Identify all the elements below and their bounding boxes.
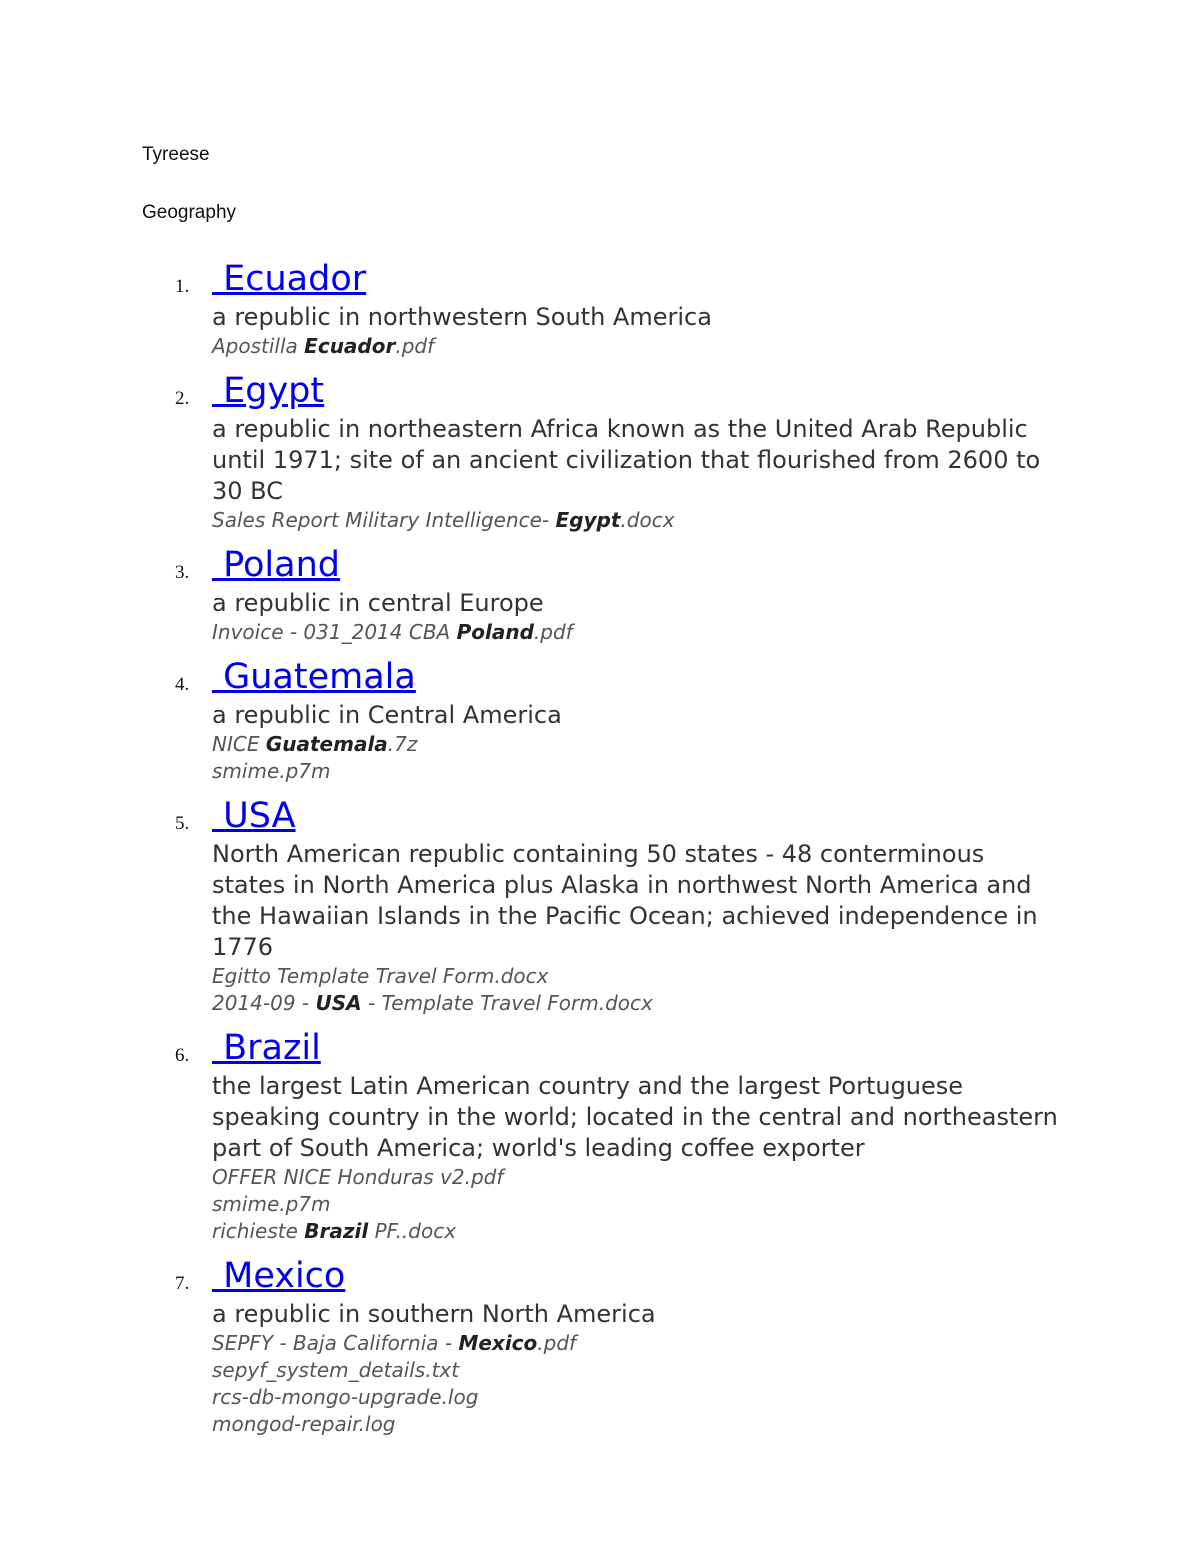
file-name-text: .docx — [620, 508, 675, 532]
list-item-number: 6. — [175, 1045, 190, 1066]
file-name-text: Apostilla — [212, 334, 305, 358]
file-list — [212, 1164, 1200, 1245]
country-definition: a republic in central Europe — [212, 589, 544, 617]
country-link[interactable]: Poland — [212, 545, 340, 585]
list-item-number: 7. — [175, 1273, 190, 1294]
file-name-keyword: Guatemala — [265, 732, 388, 756]
country-list — [0, 256, 1200, 1446]
list-item — [0, 256, 1200, 360]
file-name — [212, 1191, 1200, 1218]
file-name — [212, 333, 1200, 360]
file-name-keyword: Brazil — [304, 1219, 369, 1243]
file-name-text: .pdf — [395, 334, 435, 358]
file-name-text: .7z — [387, 732, 418, 756]
file-name-text: Sales Report Military Intelligence- — [212, 508, 556, 532]
list-item — [0, 1025, 1200, 1245]
file-list — [212, 507, 1200, 534]
country-definition: the largest Latin American country and the largest Portuguese speaking country in the world; located in the central and northeastern part of South America; world's leading coffee exporter — [212, 1072, 1058, 1162]
country-link[interactable]: Mexico — [212, 1256, 346, 1296]
file-list — [212, 1330, 1200, 1438]
file-name-keyword: Egypt — [555, 508, 621, 532]
file-name-text: richieste — [212, 1219, 305, 1243]
file-name-text: .pdf — [533, 620, 573, 644]
list-item-number: 1. — [175, 276, 190, 297]
file-name-text: .pdf — [537, 1331, 577, 1355]
file-name-keyword: Ecuador — [304, 334, 396, 358]
file-name — [212, 990, 1200, 1017]
file-name — [212, 963, 1200, 990]
file-name — [212, 1411, 1200, 1438]
document-subject-heading: Geography — [142, 202, 237, 223]
list-item-number: 3. — [175, 562, 190, 583]
country-definition: a republic in northwestern South America — [212, 303, 712, 331]
list-item — [0, 368, 1200, 534]
country-link[interactable]: Guatemala — [212, 657, 416, 697]
list-item-number: 5. — [175, 813, 190, 834]
file-name — [212, 1330, 1200, 1357]
file-name-text: - Template Travel Form.docx — [361, 991, 653, 1015]
country-definition: a republic in Central America — [212, 701, 562, 729]
list-item — [0, 1253, 1200, 1438]
file-name — [212, 1384, 1200, 1411]
file-name-text: mongod-repair.log — [212, 1412, 396, 1436]
file-name — [212, 758, 1200, 785]
file-list — [212, 333, 1200, 360]
file-name-keyword: Mexico — [458, 1331, 538, 1355]
list-item-number: 4. — [175, 674, 190, 695]
list-item — [0, 793, 1200, 1017]
file-list — [212, 963, 1200, 1017]
file-name-text: Egitto Template Travel Form.docx — [212, 964, 549, 988]
country-link[interactable]: Brazil — [212, 1028, 321, 1068]
file-name-text: SEPFY - Baja California - — [212, 1331, 459, 1355]
country-definition: a republic in southern North America — [212, 1300, 656, 1328]
file-name-text: smime.p7m — [212, 759, 331, 783]
file-list — [212, 619, 1200, 646]
list-item-number: 2. — [175, 388, 190, 409]
file-name-text: smime.p7m — [212, 1192, 331, 1216]
file-name-text: rcs-db-mongo-upgrade.log — [212, 1385, 479, 1409]
file-name-text: NICE — [212, 732, 266, 756]
list-item — [0, 542, 1200, 646]
country-link[interactable]: Ecuador — [212, 259, 367, 299]
country-definition: North American republic containing 50 states - 48 conterminous states in North America plus Alaska in northwest North America and the Hawaiian Islands in the Pacific Ocean; achieved independence in 1776 — [212, 840, 1038, 961]
file-name — [212, 1357, 1200, 1384]
country-definition: a republic in northeastern Africa known as the United Arab Republic until 1971; site of an ancient civilization that flourished from 2600 to 30 BC — [212, 415, 1041, 505]
country-link[interactable]: Egypt — [212, 371, 325, 411]
country-link[interactable]: USA — [212, 796, 296, 836]
file-name-keyword: USA — [315, 991, 362, 1015]
file-name-text: Invoice - 031_2014 CBA — [212, 620, 457, 644]
list-item — [0, 654, 1200, 785]
file-name — [212, 507, 1200, 534]
file-name-text: OFFER NICE Honduras v2.pdf — [212, 1165, 504, 1189]
file-name-keyword: Poland — [456, 620, 534, 644]
file-name-text: sepyf_system_details.txt — [212, 1358, 460, 1382]
file-name-text: PF..docx — [368, 1219, 457, 1243]
document-author-name: Tyreese — [142, 144, 210, 165]
file-name — [212, 619, 1200, 646]
file-name — [212, 1164, 1200, 1191]
file-list — [212, 731, 1200, 785]
file-name-text: 2014-09 - — [212, 991, 316, 1015]
file-name — [212, 1218, 1200, 1245]
file-name — [212, 731, 1200, 758]
